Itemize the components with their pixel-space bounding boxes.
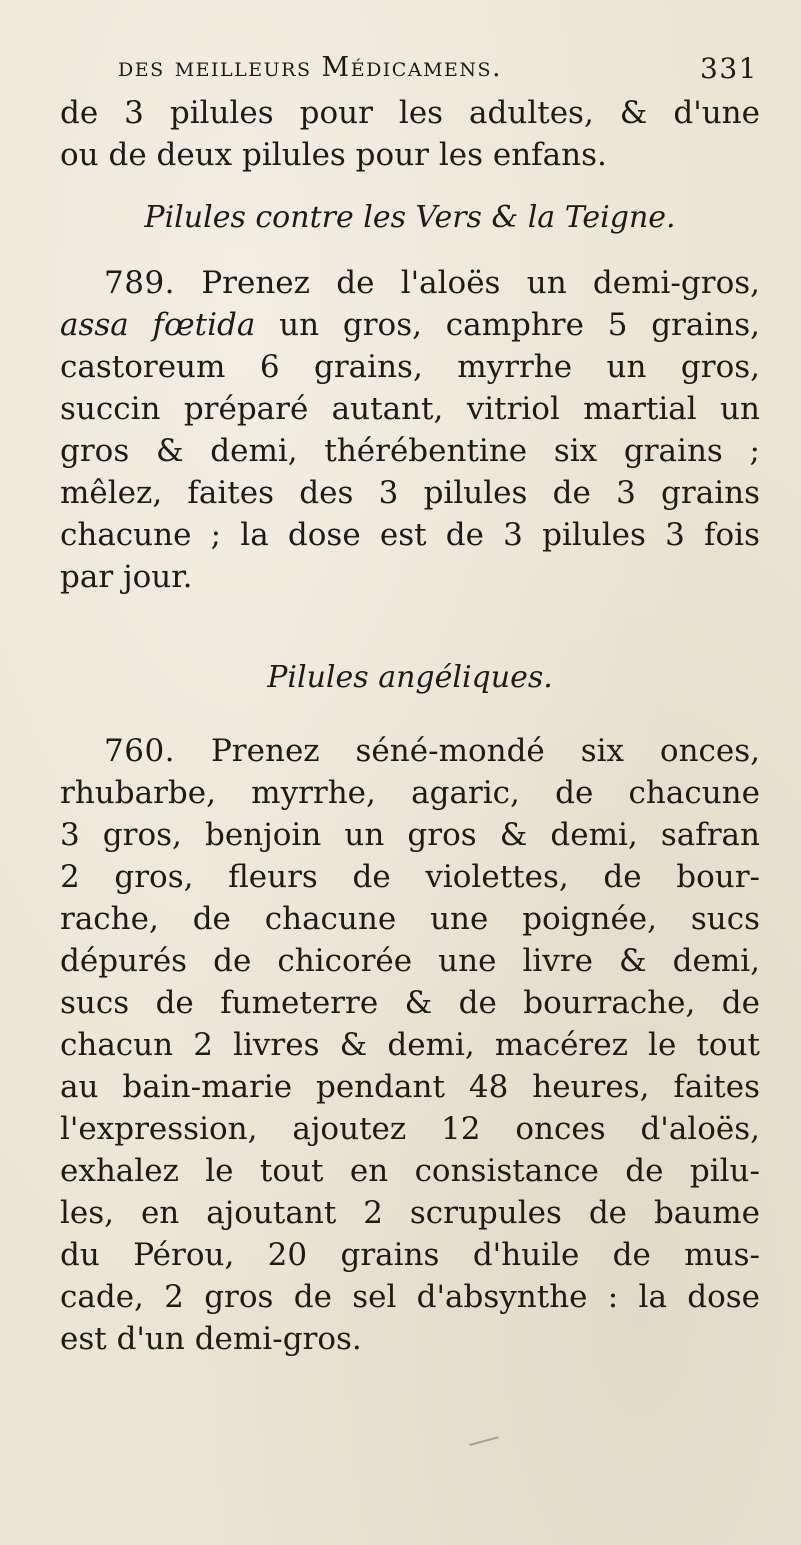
text-fragment: Prenez de l'aloës un demi-gros,: [201, 265, 760, 301]
running-title: des meilleurs Médicamens.: [118, 52, 503, 83]
paper-mark: [469, 1436, 501, 1453]
text-line: dépurés de chicorée une livre & demi,: [60, 943, 760, 979]
text-line: du Pérou, 20 grains d'huile de mus-: [60, 1237, 760, 1273]
text-line: rache, de chacune une poignée, sucs: [60, 901, 760, 937]
text-line: [60, 262, 760, 304]
text-line: 3 gros, benjoin un gros & demi, safran: [60, 817, 760, 853]
text-line: cade, 2 gros de sel d'absynthe : la dose: [60, 1279, 760, 1315]
text-line: [60, 730, 760, 772]
page-number: 331: [700, 52, 758, 85]
text-line: succin préparé autant, vitriol martial un: [60, 391, 760, 427]
recipe-number: 789.: [104, 265, 176, 301]
text-line: sucs de fumeterre & de bourrache, de: [60, 985, 760, 1021]
text-line: les, en ajoutant 2 scrupules de baume: [60, 1195, 760, 1231]
text-line: castoreum 6 grains, myrrhe un gros,: [60, 349, 760, 385]
text-line: par jour.: [60, 559, 193, 595]
text-line: ou de deux pilules pour les enfans.: [60, 137, 607, 173]
text-line: est d'un demi-gros.: [60, 1321, 362, 1357]
text-line: gros & demi, thérébentine six grains ;: [60, 433, 760, 469]
text-line: mêlez, faites des 3 pilules de 3 grains: [60, 475, 760, 511]
latin-term: assa fœtida: [60, 307, 256, 343]
text-line: rhubarbe, myrrhe, agaric, de chacune: [60, 775, 760, 811]
recipe-789: [60, 262, 760, 598]
text-line: de 3 pilules pour les adultes, & d'une: [60, 95, 760, 131]
text-fragment: Prenez séné-mondé six onces,: [210, 733, 761, 769]
running-header: [118, 52, 758, 83]
section-title-vers: [60, 200, 760, 235]
text-fragment: un gros, camphre 5 grains,: [279, 307, 760, 343]
text-line: exhalez le tout en consistance de pilu-: [60, 1153, 760, 1189]
text-line: chacune ; la dose est de 3 pilules 3 fois: [60, 517, 760, 553]
section-title-text: Pilules contre les Vers & la Teigne.: [144, 200, 676, 235]
text-line: l'expression, ajoutez 12 onces d'aloës,: [60, 1111, 760, 1147]
recipe-760: [60, 730, 760, 1360]
intro-paragraph: [60, 92, 760, 176]
text-line: 2 gros, fleurs de violettes, de bour-: [60, 859, 760, 895]
text-line: au bain-marie pendant 48 heures, faites: [60, 1069, 760, 1105]
text-line: chacun 2 livres & demi, macérez le tout: [60, 1027, 760, 1063]
recipe-number: 760.: [104, 733, 176, 769]
text-line: [60, 304, 760, 346]
section-title-angeliques: [60, 660, 760, 695]
section-title-text: Pilules angéliques.: [267, 660, 553, 695]
